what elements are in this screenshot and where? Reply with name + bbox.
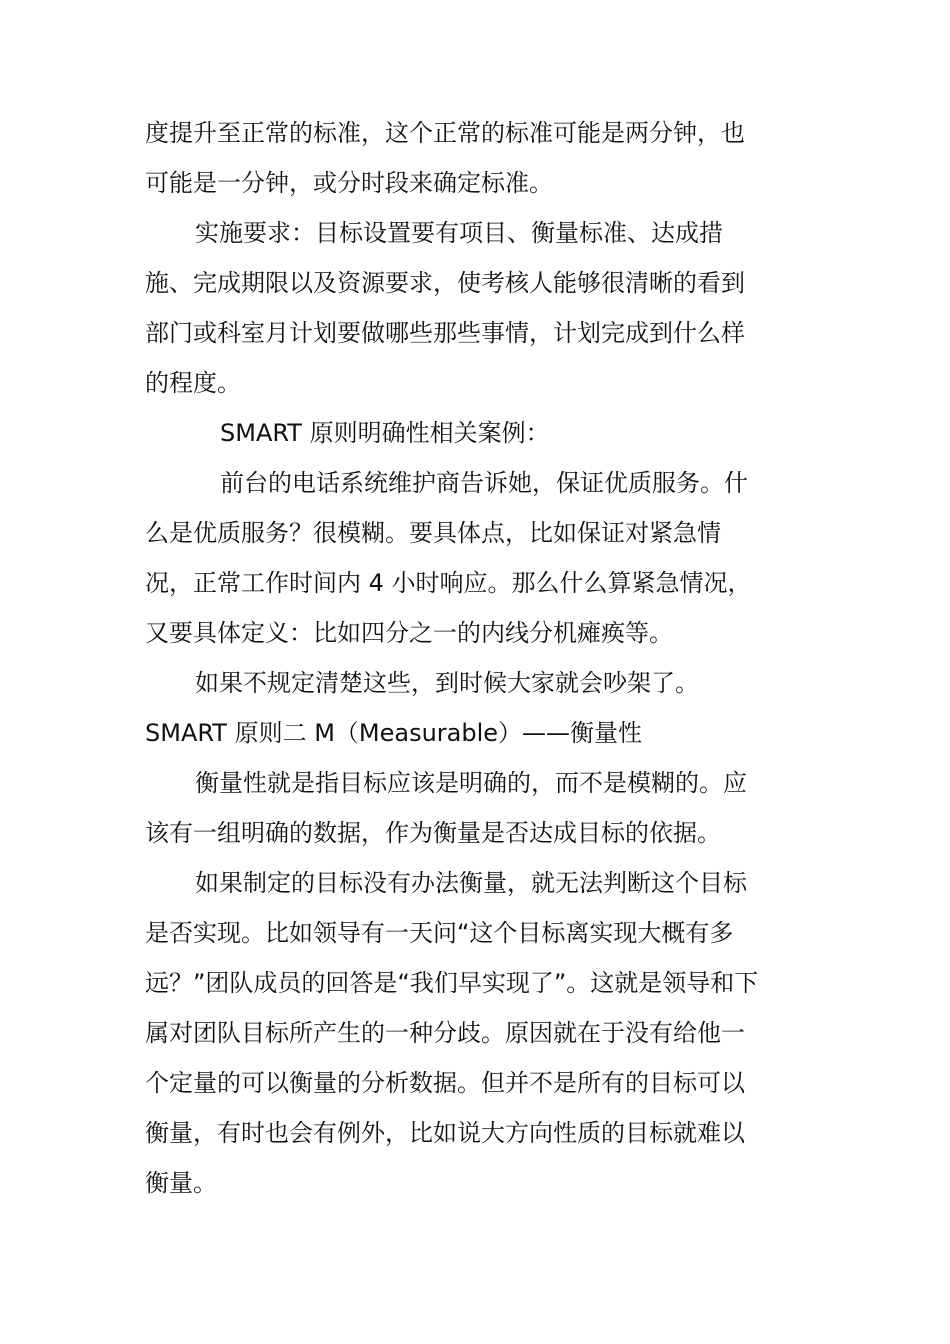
section-heading: SMART 原则二 M（Measurable）——衡量性: [145, 719, 643, 747]
text-line: 如果制定的目标没有办法衡量，就无法判断这个目标: [195, 869, 747, 897]
text-line: 部门或科室月计划要做哪些那些事情，计划完成到什么样: [145, 319, 745, 347]
text-line: 可能是一分钟，或分时段来确定标准。: [145, 169, 553, 197]
text-line: 远？”团队成员的回答是“我们早实现了”。这就是领导和下: [145, 969, 759, 997]
text-line: 的程度。: [145, 369, 241, 397]
text-line: 么是优质服务？很模糊。要具体点，比如保证对紧急情: [145, 519, 721, 547]
text-line: 该有一组明确的数据，作为衡量是否达成目标的依据。: [145, 819, 721, 847]
text-line: 度提升至正常的标准，这个正常的标准可能是两分钟，也: [145, 119, 745, 147]
text-line: 况，正常工作时间内 4 小时响应。那么什么算紧急情况，: [145, 569, 752, 597]
text-line: 衡量，有时也会有例外，比如说大方向性质的目标就难以: [145, 1119, 745, 1147]
text-line: 个定量的可以衡量的分析数据。但并不是所有的目标可以: [145, 1069, 745, 1097]
document-body: [145, 108, 785, 1208]
text-line: 如果不规定清楚这些，到时候大家就会吵架了。: [195, 669, 699, 697]
section-heading: SMART 原则明确性相关案例：: [220, 419, 550, 447]
text-line: 又要具体定义：比如四分之一的内线分机瘫痪等。: [145, 619, 673, 647]
text-line: 施、完成期限以及资源要求，使考核人能够很清晰的看到: [145, 269, 745, 297]
text-line: 衡量性就是指目标应该是明确的，而不是模糊的。应: [195, 769, 747, 797]
text-line: 前台的电话系统维护商告诉她，保证优质服务。什: [220, 469, 748, 497]
text-line: 属对团队目标所产生的一种分歧。原因就在于没有给他一: [145, 1019, 745, 1047]
text-line: 实施要求：目标设置要有项目、衡量标准、达成措: [195, 219, 723, 247]
text-line: 是否实现。比如领导有一天问“这个目标离实现大概有多: [145, 919, 734, 947]
text-line: 衡量。: [145, 1169, 217, 1197]
